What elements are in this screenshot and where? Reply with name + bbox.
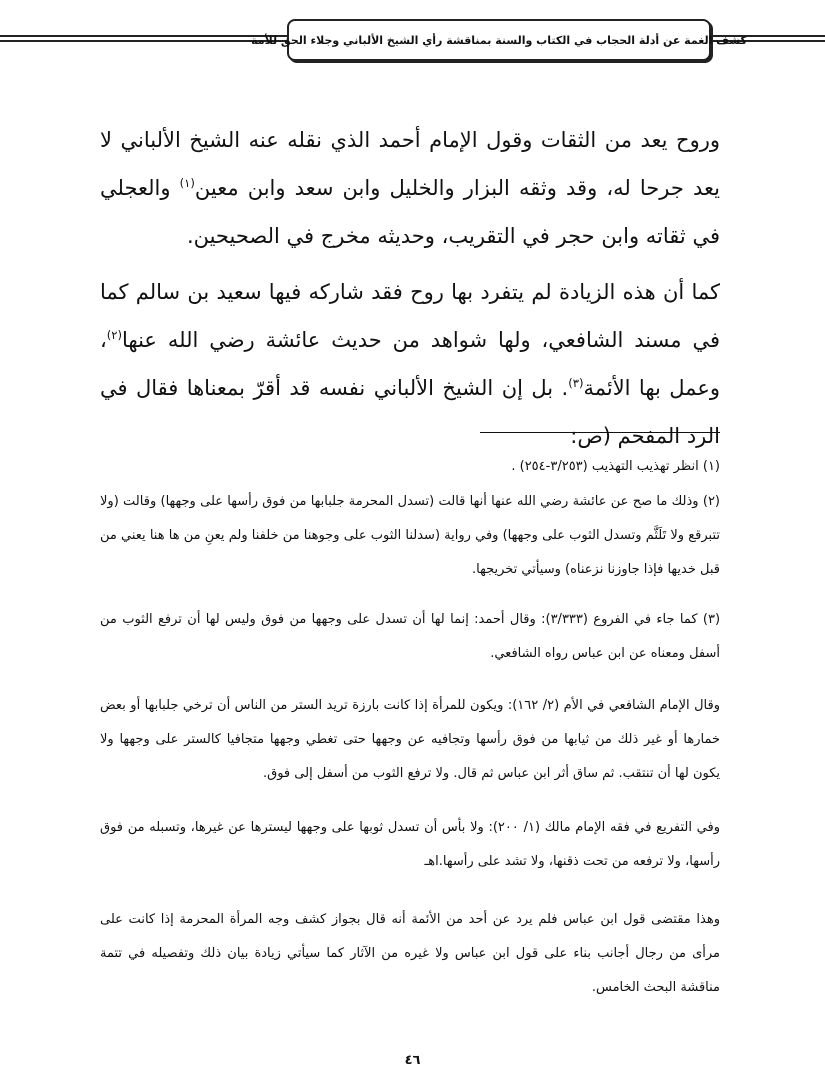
footnote-ref-1: (١): [179, 176, 195, 190]
footnote-3-maliki-quote: وفي التفريع في فقه الإمام مالك (١/ ٢٠٠): ولا بأس أن تسدل ثوبها على وجهها ليسترها عن غيرها، وتسبله من فوق رأسها، ولا ترفعه من تحت ذقنها، ولا تشد على رأسها.اهـ: [100, 820, 720, 869]
body-paragraph-2-text-b: ، وعمل بها الأئمة: [100, 328, 720, 400]
body-paragraph-1-text-b: والعجلي في ثقاته وابن حجر في التقريب، وحديثه مخرج في الصحيحين.: [100, 176, 720, 248]
body-paragraph-1: [100, 116, 720, 260]
body-paragraph-2-text-c: . بل إن الشيخ الألباني نفسه قد أقرّ بمعناها فقال في الرد المفحم (ص:: [100, 376, 720, 448]
footnote-3-conclusion: وهذا مقتضى قول ابن عباس فلم يرد عن أحد من الأئمة أنه قال بجواز كشف وجه المرأة المحرمة إذا كانت على مرأى من رجال أجانب بناء على قول ابن عباس ولا غيره من الآثار كما سيأتي زيادة بيان ذلك وتفصيله في تتمة مناقشة البحث الخامس.: [100, 912, 720, 995]
footnote-ref-3: (٣): [568, 376, 584, 390]
footnote-2: (٢) وذلك ما صح عن عائشة رضي الله عنها أنها قالت (تسدل المحرمة جلبابها من فوق رأسها على وجهها) وقالت (ولا تتبرقع ولا تَلَثَّم وتسدل الثوب على وجهها) وفي رواية (سدلنا الثوب على وجوهنا من خلفنا ولم يعنِ من ها هنا يعني من قبل خديها فإذا جاوزنا نزعناه) وسيأتي تخريجها.: [100, 494, 720, 577]
running-header-title: كشف الغمة عن أدلة الحجاب في الكتاب والسنة بمناقشة رأي الشيخ الألباني وجلاء الحق للأمة: [251, 33, 747, 47]
footnote-1: (١) انظر تهذيب التهذيب (٣/٢٥٣-٢٥٤) .: [511, 459, 720, 474]
footnote-3-shafii-quote: وقال الإمام الشافعي في الأم (٢/ ١٦٢): ويكون للمرأة إذا كانت بارزة تريد الستر من الناس أن ترخي جلبابها أو بعض خمارها أو غير ذلك من ثيابها من فوق رأسها وتجافيه عن وجهها حتى تغطي وجهها متجافيا كالستر على وجهها ولا يكون لها أن تنتقب. ثم ساق أثر ابن عباس ثم قال. ولا ترفع الثوب من أسفل إلى فوق.: [100, 698, 721, 781]
footnote-ref-2: (٢): [106, 328, 123, 342]
body-paragraph-1-text-a: وروح يعد من الثقات وقول الإمام أحمد الذي نقله عنه الشيخ الألباني لا يعد جرحا له، وقد وثقه البزار والخليل وابن سعد وابن معين: [100, 128, 720, 200]
page-number: ٤٦: [404, 1053, 421, 1068]
footnote-3: (٣) كما جاء في الفروع (٣/٣٣٣): وقال أحمد: إنما لها أن تسدل على وجهها من فوق وليس لها أن ترفع الثوب من أسفل ومعناه عن ابن عباس رواه الشافعي.: [100, 612, 721, 661]
running-header: [251, 19, 747, 61]
body-paragraph-2-text-a: كما أن هذه الزيادة لم يتفرد بها روح فقد شاركه فيها سعيد بن سالم كما في مسند الشافعي، ولها شواهد من حديث عائشة رضي الله عنها: [100, 280, 720, 352]
footnote-separator: [480, 432, 720, 433]
